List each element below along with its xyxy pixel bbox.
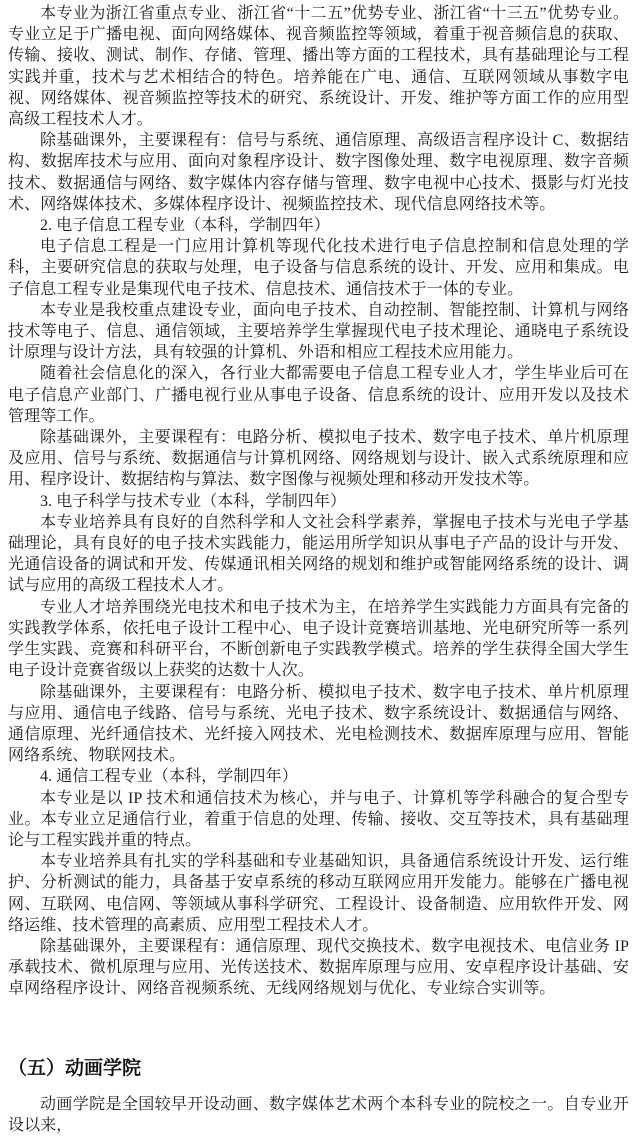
paragraph-eie-definition: 电子信息工程是一门应用计算机等现代化技术进行电子信息控制和信息处理的学科，主要研究信息的获取与处理，电子设备与信息系统的设计、开发、应用和集成。电子信息工程专业是集现代电子技术、信息技术、通信技术于一体的专业。 xyxy=(8,238,629,298)
paragraph-animation-school-intro: 动画学院是全国较早开设动画、数字媒体艺术两个本科专业的院校之一。自专业开设以来， xyxy=(8,1095,629,1134)
paragraph-est-training: 本专业培养具有良好的自然科学和人文社会科学素养，掌握电子技术与光电子学基础理论，具有良好的电子技术实践能力，能运用所学知识从事电子产品的设计与开发、光通信设备的调试和开发、传媒通讯相关网络的规划和维护或智能网络系统的设计、调试与应用的高级工程技术人才。 xyxy=(8,513,629,595)
section-heading-animation-school: （五）动画学院 xyxy=(8,1057,142,1079)
numbered-item-3-electronic-science-technology: 3. 电子科学与技术专业（本科，学制四年） xyxy=(40,492,347,510)
paragraph-est-platform: 专业人才培养围绕光电技术和电子技术为主，在培养学生实践能力方面具有完备的实践教学体系，依托电子设计工程中心、电子设计竞赛培训基地、光电研究所等一系列学生实践、竞赛和科研平台，不断创新电子实践教学模式。培养的学生获得全国大学生电子设计竞赛省级以上获奖的达数十人次。 xyxy=(8,598,629,680)
numbered-item-2-electronic-information-engineering: 2. 电子信息工程专业（本科，学制四年） xyxy=(40,217,331,235)
paragraph-ce-definition: 本专业是以 IP 技术和通信技术为核心，并与电子、计算机等学科融合的复合型专业。本专业立足通信行业，着重于信息的处理、传输、接收、交互等技术，具有基础理论与工程实践并重的特点。 xyxy=(8,789,629,849)
paragraph-eie-training: 本专业是我校重点建设专业，面向电子技术、自动控制、智能控制、计算机与网络技术等电子、信息、通信领域，主要培养学生掌握现代电子技术理论、通晓电子系统设计原理与设计方法，具有较强的计算机、外语和相应工程技术应用能力。 xyxy=(8,301,629,362)
paragraph-major-intro: 本专业为浙江省重点专业、浙江省“十二五”优势专业、浙江省“十三五”优势专业。专业立足于广播电视、面向网络媒体、视音频监控等领域，着重于视音频信息的获取、传输、接收、测试、制作、存储、管理、播出等方面的工程技术，具有基础理论与工程实践并重，技术与艺术相结合的特色。培养能在广电、通信、互联网领域从事数字电视、网络媒体、视音频监控等技术的研究、系统设计、开发、维护等方面工作的应用型高级工程技术人才。 xyxy=(8,5,629,129)
paragraph-ce-training: 本专业培养具有扎实的学科基础和专业基础知识，具备通信系统设计开发、运行维护、分析测试的能力，具备基于安卓系统的移动互联网应用开发能力。能够在广播电视网、互联网、电信网、等领域从事科学研究、工程设计、设备制造、应用软件开发、网络运维、技术管理的高素质、应用型工程技术人才。 xyxy=(8,853,629,934)
paragraph-courses-digital-media: 除基础课外，主要课程有：信号与系统、通信原理、高级语言程序设计 C、数据结构、数据库技术与应用、面向对象程序设计、数字图像处理、数字电视原理、数字音频技术、数据通信与网络、数字媒体内容存储与管理、数字电视中心技术、摄影与灯光技术、网络媒体技术、多媒体程序设计、视频监控技术、现代信息网络技术等。 xyxy=(8,132,629,213)
paragraph-est-courses: 除基础课外，主要课程有：电路分析、模拟电子技术、数字电子技术、单片机原理与应用、通信电子线路、信号与系统、光电子技术、数字系统设计、数据通信与网络、通信原理、光纤通信技术、光纤接入网技术、光电检测技术、数据库原理与应用、智能网络系统、物联网技术。 xyxy=(8,683,629,765)
paragraph-eie-courses: 除基础课外，主要课程有：电路分析、模拟电子技术、数字电子技术、单片机原理及应用、信号与系统、数据通信与计算机网络、网络规划与设计、嵌入式系统原理和应用、程序设计、数据结构与算法、数字图像与视频处理和移动开发技术等。 xyxy=(8,429,629,489)
numbered-item-4-communication-engineering: 4. 通信工程专业（本科，学制四年） xyxy=(40,768,298,786)
paragraph-ce-courses: 除基础课外，主要课程有：通信原理、现代交换技术、数字电视技术、电信业务 IP 承载技术、微机原理与应用、光传送技术、数据库原理与应用、安卓程序设计基础、安卓网络程序设计、网络音视频系统、无线网络规划与优化、专业综合实训等。 xyxy=(8,937,629,998)
paragraph-eie-careers: 随着社会信息化的深入，各行业大都需要电子信息工程专业人才，学生毕业后可在电子信息产业部门、广播电视行业从事电子设备、信息系统的设计、应用开发以及技术管理等工作。 xyxy=(8,365,629,425)
